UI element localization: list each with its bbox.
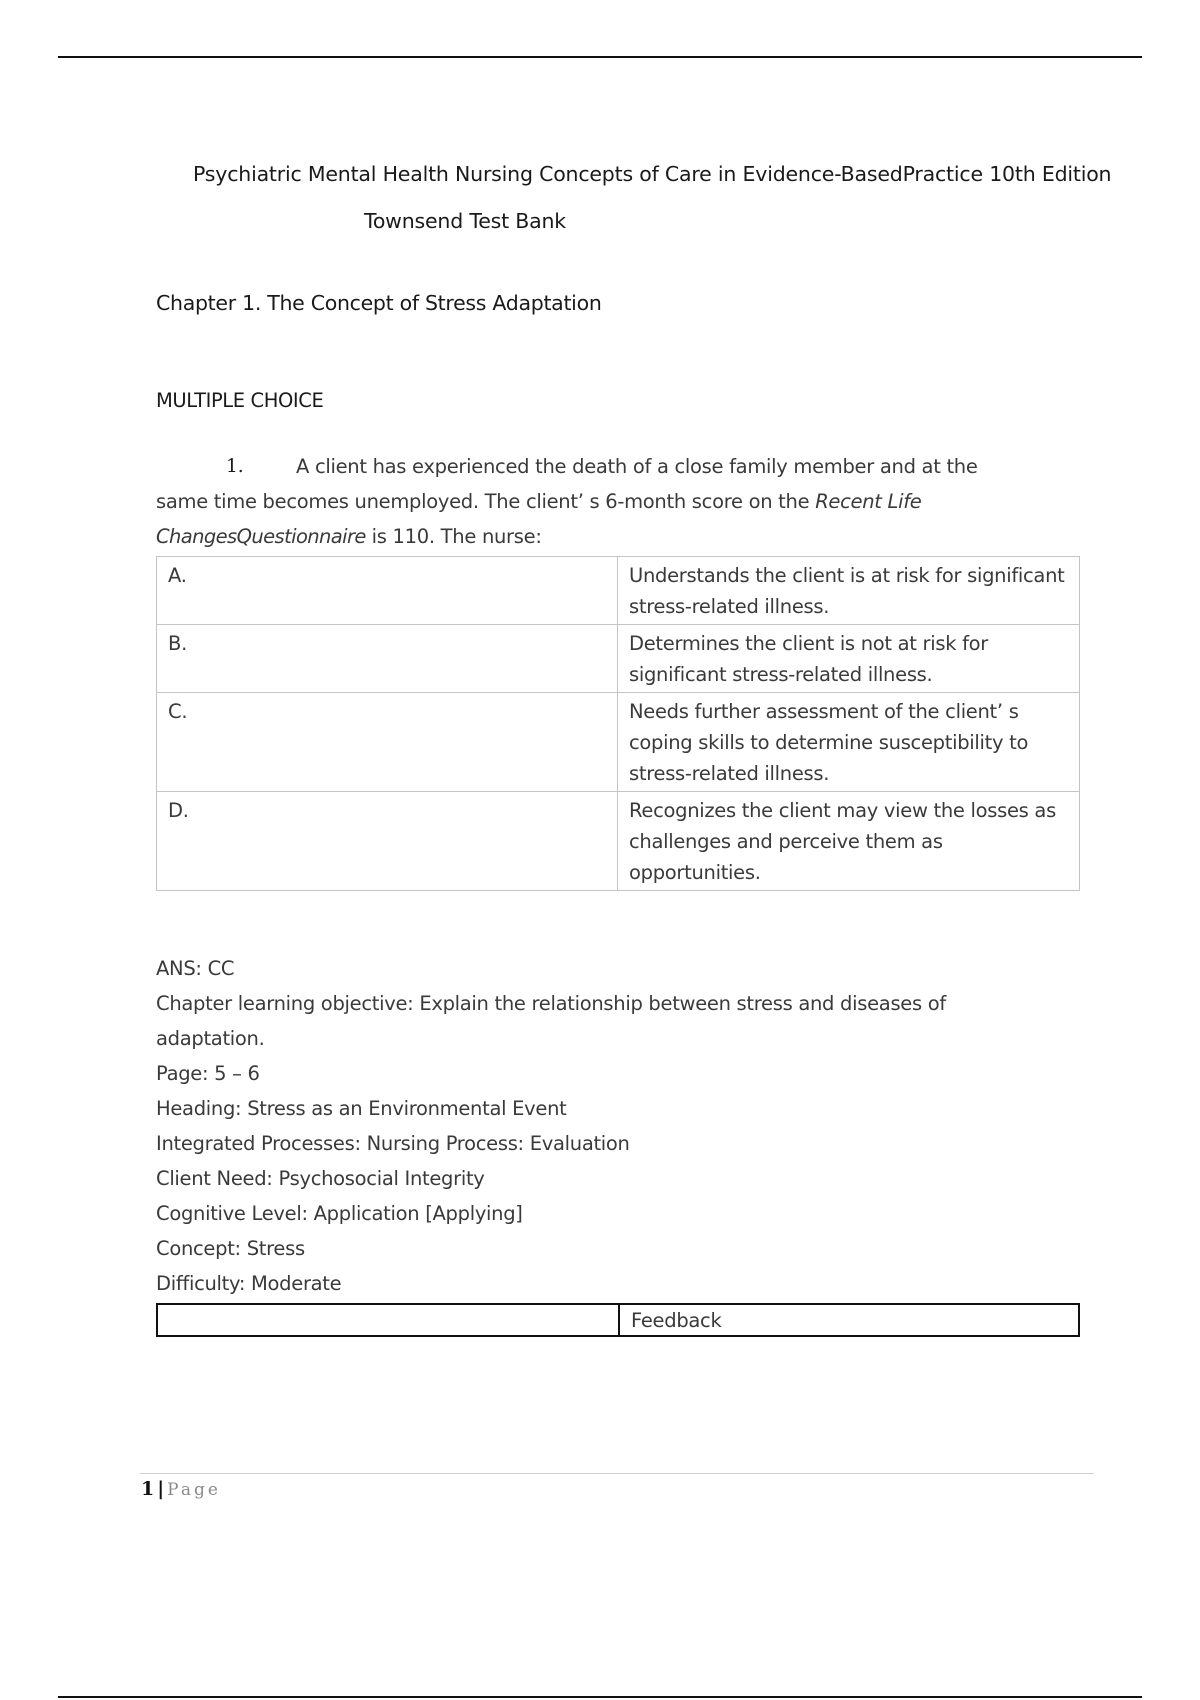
learning-objective-line1: Chapter learning objective: Explain the relationship between stress and diseases of [156, 992, 946, 1015]
option-line: stress-related illness. [629, 595, 830, 618]
option-text [618, 625, 1080, 693]
document-title-line2: Townsend Test Bank [364, 209, 566, 233]
option-text [618, 792, 1080, 891]
option-key: D. [157, 792, 618, 891]
question-number: 1. [226, 456, 244, 477]
option-line: Determines the client is not at risk for [629, 632, 989, 655]
footer-rule [140, 1473, 1094, 1474]
option-line: Needs further assessment of the client’ s [629, 700, 1019, 723]
answer-options-table [156, 556, 1080, 891]
option-line: challenges and perceive them as [629, 830, 943, 853]
footer-separator: | [157, 1478, 165, 1500]
heading-reference: Heading: Stress as an Environmental Event [156, 1097, 567, 1120]
answer-metadata [156, 951, 946, 1301]
concept: Concept: Stress [156, 1237, 305, 1260]
option-row-d [157, 792, 1080, 891]
page-reference: Page: 5 – 6 [156, 1062, 260, 1085]
stem-italic: ChangesQuestionnaire [156, 525, 366, 548]
feedback-row [157, 1304, 1079, 1336]
document-title-line1: Psychiatric Mental Health Nursing Concepts of Care in Evidence-BasedPractice 10th Edition [193, 162, 1112, 186]
learning-objective-line2: adaptation. [156, 1027, 265, 1050]
option-line: significant stress-related illness. [629, 663, 933, 686]
option-line: opportunities. [629, 861, 761, 884]
option-line: Understands the client is at risk for significant [629, 564, 1065, 587]
stem-text: same time becomes unemployed. The client’ s 6-month score on the [156, 490, 816, 513]
cognitive-level: Cognitive Level: Application [Applying] [156, 1202, 523, 1225]
page-word: Page [167, 1480, 221, 1500]
question-stem-line1: A client has experienced the death of a close family member and at the [296, 455, 978, 478]
page-footer [141, 1478, 221, 1500]
stem-text: is 110. The nurse: [365, 525, 542, 548]
integrated-processes: Integrated Processes: Nursing Process: Evaluation [156, 1132, 630, 1155]
top-rule [58, 56, 1142, 58]
option-row-c [157, 693, 1080, 792]
option-line: stress-related illness. [629, 762, 830, 785]
client-need: Client Need: Psychosocial Integrity [156, 1167, 485, 1190]
option-key: A. [157, 557, 618, 625]
option-text [618, 693, 1080, 792]
question-stem-line3 [156, 525, 542, 548]
answer-key: ANS: CC [156, 957, 235, 980]
question-stem-line2 [156, 490, 922, 513]
option-line: Recognizes the client may view the losses as [629, 799, 1056, 822]
option-key: B. [157, 625, 618, 693]
feedback-table [156, 1303, 1080, 1337]
stem-italic: Recent Life [815, 490, 922, 513]
feedback-empty-cell [157, 1304, 619, 1336]
bottom-rule [58, 1696, 1142, 1698]
section-heading: MULTIPLE CHOICE [156, 389, 324, 412]
option-row-b [157, 625, 1080, 693]
page-number: 1 [141, 1478, 155, 1500]
option-key: C. [157, 693, 618, 792]
chapter-heading: Chapter 1. The Concept of Stress Adaptation [156, 291, 602, 315]
option-row-a [157, 557, 1080, 625]
option-line: coping skills to determine susceptibility to [629, 731, 1029, 754]
difficulty: Difficulty: Moderate [156, 1272, 342, 1295]
feedback-header: Feedback [619, 1304, 1079, 1336]
option-text [618, 557, 1080, 625]
